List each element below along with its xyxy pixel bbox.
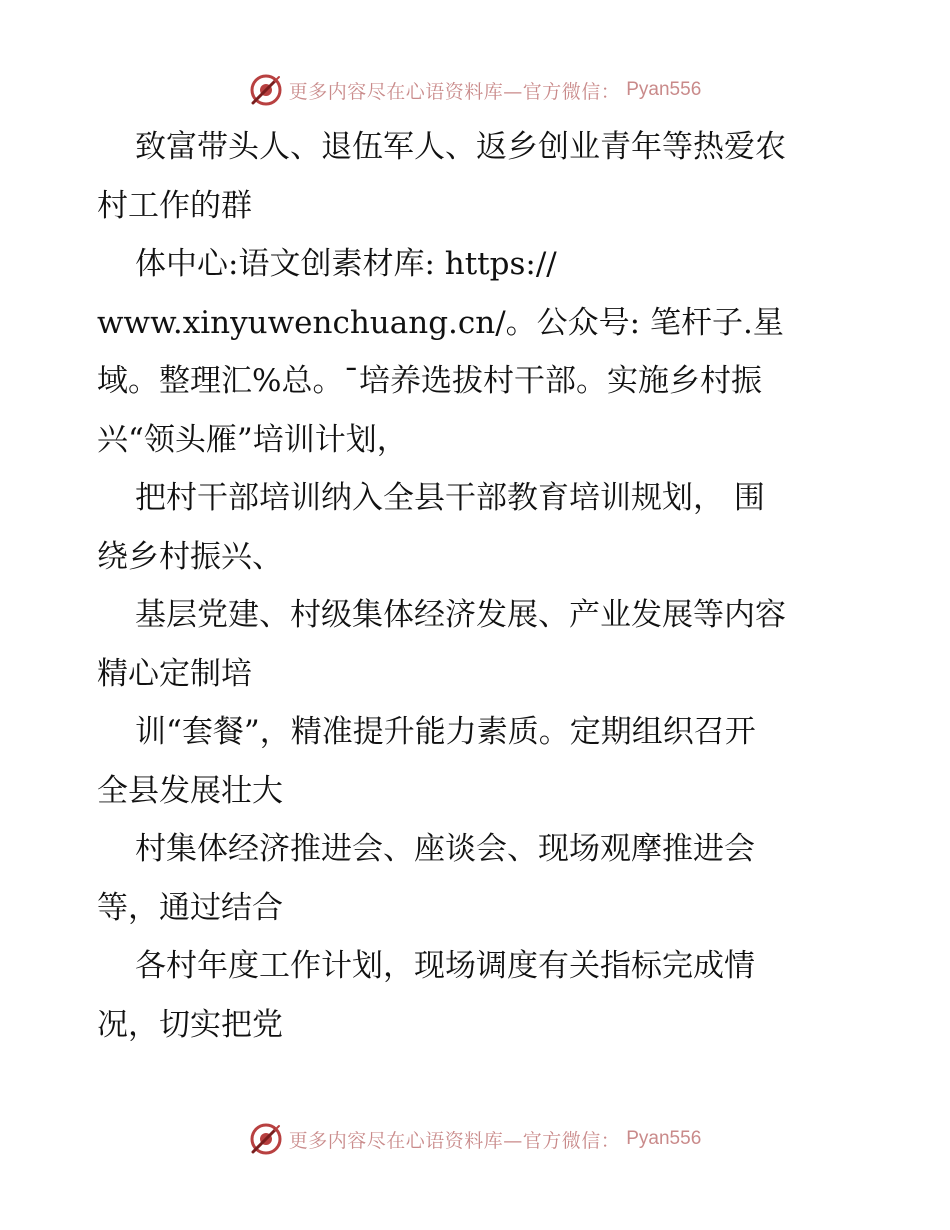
text-line: 村工作的群 [97, 187, 252, 224]
pen-logo-icon [249, 73, 283, 107]
text-line: 村集体经济推进会、座谈会、现场观摩推进会 [135, 831, 755, 867]
text-line: 兴“领头雁”培训计划， [97, 421, 408, 458]
pen-logo-icon [249, 1122, 283, 1156]
footer-watermark [0, 1119, 950, 1159]
text-line: 体中心:语文创素材库: https:// [135, 246, 557, 282]
watermark-wechat-id: Pyan556 [626, 79, 702, 100]
text-line: 基层党建、村级集体经济发展、产业发展等内容 [135, 597, 786, 633]
watermark-text: 更多内容尽在心语资料库—官方微信： [288, 1129, 621, 1152]
text-line: 致富带头人、退伍军人、返乡创业青年等热爱农 [135, 129, 786, 165]
header-watermark [0, 70, 950, 110]
watermark-text: 更多内容尽在心语资料库—官方微信： [288, 80, 621, 103]
text-line: 况，切实把党 [97, 1006, 283, 1043]
text-line: 各村年度工作计划，现场调度有关指标完成情 [135, 948, 755, 984]
text-line: 全县发展壮大 [97, 772, 283, 809]
text-line: 等，通过结合 [97, 889, 283, 926]
text-line: 绕乡村振兴、 [97, 538, 283, 575]
text-line: 域。整理汇%总。¯培养选拔村干部。实施乡村振 [97, 363, 762, 399]
document-body [97, 118, 867, 1054]
text-line: 把村干部培训纳入全县干部教育培训规划， 围 [135, 480, 765, 516]
text-line: 精心定制培 [97, 655, 252, 692]
text-line: 训“套餐”，精准提升能力素质。定期组织召开 [135, 714, 756, 750]
text-line: www.xinyuwenchuang.cn/。公众号: 笔杆子.星 [97, 304, 784, 341]
watermark-wechat-id: Pyan556 [626, 1128, 702, 1149]
